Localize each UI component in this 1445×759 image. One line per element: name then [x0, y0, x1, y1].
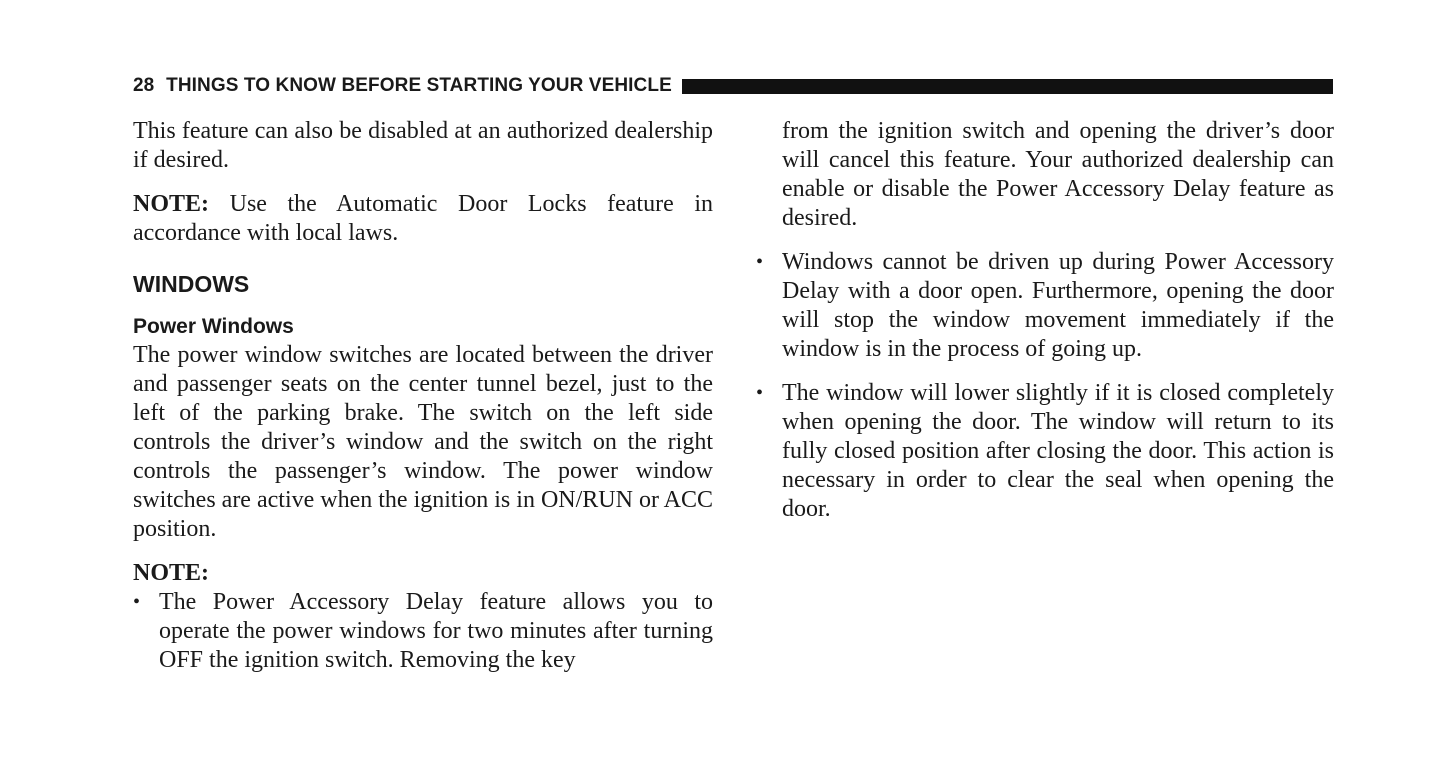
list-item — [756, 248, 1334, 364]
note-bullet-list — [133, 588, 713, 675]
bullet-text: The Power Accessory Delay feature allows you to operate the power windows for two minutes after turning OFF the ignition switch. Removing the key — [159, 589, 713, 673]
header-rule — [682, 79, 1333, 94]
subsection-heading-power-windows: Power Windows — [133, 315, 294, 338]
list-item — [133, 588, 713, 675]
list-item — [756, 379, 1334, 524]
page-header — [133, 75, 1333, 97]
note-text: Use the Automatic Door Locks feature in accordance with local laws. — [133, 191, 714, 246]
continuation-paragraph: from the ignition switch and opening the driver’s door will cancel this feature. Your authorized dealership can enable or disable the Power Accessory Delay feature as desired. — [782, 118, 1334, 231]
bullet-text: The window will lower slightly if it is closed completely when opening the door. The window will return to its fully closed position after closing the door. This action is necessary in order to clear the seal when opening the door. — [782, 380, 1334, 522]
window-bullet-list — [756, 248, 1334, 524]
left-column — [133, 117, 713, 690]
bullet-icon: • — [133, 591, 141, 613]
note-heading: NOTE: — [133, 560, 210, 586]
intro-paragraph: This feature can also be disabled at an authorized dealership if desired. — [133, 118, 713, 173]
header-title: THINGS TO KNOW BEFORE STARTING YOUR VEHICLE — [166, 75, 672, 96]
page-number: 28 — [133, 75, 155, 96]
power-windows-paragraph: The power window switches are located between the driver and passenger seats on the center tunnel bezel, just to the left of the parking brake. The switch on the left side controls the driver’s window and the switch on the right controls the passenger’s window. The power window switches are active when the ignition is in ON/RUN or ACC position. — [133, 342, 713, 542]
bullet-icon: • — [756, 251, 764, 273]
section-heading-windows: WINDOWS — [133, 271, 250, 297]
bullet-text: Windows cannot be driven up during Power Accessory Delay with a door open. Furthermore, opening the door will stop the window movement immediately if the window is in the process of going up. — [782, 249, 1334, 362]
bullet-icon: • — [756, 382, 764, 404]
note-paragraph — [133, 190, 713, 248]
right-column — [756, 117, 1334, 539]
note-label: NOTE: — [133, 191, 210, 217]
